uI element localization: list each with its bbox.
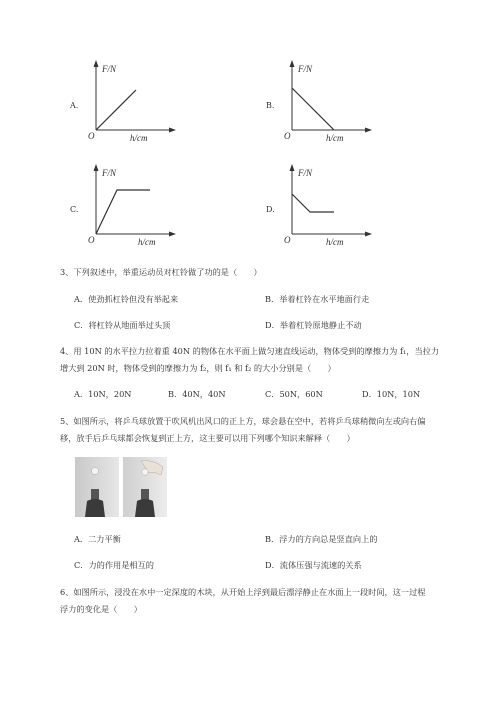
graph-b-ylabel: F/N — [298, 64, 313, 74]
q3-stem: 3、下列叙述中，举重运动员对杠铃做了功的是（ ） — [60, 267, 262, 277]
q3-option-c[interactable]: C．将杠铃从地面举过头顶 — [74, 320, 171, 330]
hairdryer-ball-icon — [75, 457, 119, 517]
graph-a — [60, 58, 180, 148]
q3-option-a[interactable]: A．使劲抓杠铃但没有举起来 — [74, 294, 179, 304]
graph-c-ylabel: F/N — [102, 168, 117, 178]
q5-option-d[interactable]: D．流体压强与流速的关系 — [265, 560, 362, 570]
graph-a-line — [96, 90, 136, 130]
q4-option-d[interactable]: D．10N，10N — [362, 389, 421, 399]
graph-a-ylabel: F/N — [102, 64, 117, 74]
hairdryer-photo-1 — [75, 457, 119, 517]
q3-option-b[interactable]: B．举着杠铃在水平地面行走 — [265, 294, 370, 304]
q5-option-b[interactable]: B．浮力的方向总是竖直向上的 — [265, 534, 378, 544]
graph-b-xlabel: h/cm — [326, 133, 344, 143]
q4-option-c[interactable]: C．50N，60N — [265, 389, 323, 399]
graph-c-origin: O — [88, 235, 95, 245]
graph-b-line — [292, 88, 334, 130]
graph-c-xlabel: h/cm — [138, 237, 156, 247]
graph-d-origin: O — [284, 235, 291, 245]
graph-c-line — [96, 190, 150, 234]
graph-b — [262, 58, 382, 148]
q5-line2: 移，放手后乒乓球都会恢复到正上方，这主要可以用下列哪个知识来解释（ ） — [60, 433, 355, 443]
hairdryer-photo-2 — [123, 457, 167, 517]
q4-option-b[interactable]: B．40N，40N — [168, 389, 226, 399]
q6-line2: 浮力的变化是（ ） — [60, 604, 142, 614]
graph-a-origin: O — [88, 131, 95, 141]
hand-ball-icon — [123, 457, 167, 517]
graph-d-ylabel: F/N — [298, 168, 313, 178]
q4-line2: 增大到 20N 时，物体受到的摩擦力为 f₂，则 f₁ 和 f₂ 的大小分别是（ ） — [60, 363, 336, 373]
graph-a-xlabel: h/cm — [130, 133, 148, 143]
graph-d-xlabel: h/cm — [326, 237, 344, 247]
q4-option-a[interactable]: A．10N，20N — [74, 389, 132, 399]
graph-b-label: B. — [266, 101, 275, 110]
graph-d — [262, 162, 382, 252]
q5-option-a[interactable]: A．二力平衡 — [74, 534, 121, 544]
q6-line1: 6、如图所示，浸没在水中一定深度的木块，从开始上浮到最后漂浮静止在水面上一段时间，这一过程 — [60, 587, 426, 597]
graph-a-label: A. — [70, 101, 79, 110]
q5-option-c[interactable]: C．力的作用是相互的 — [74, 560, 154, 570]
q5-line1: 5、如图所示，将乒乓球放置于吹风机出风口的正上方，球会悬在空中，若将乒乓球稍微向左或向右偏 — [60, 416, 426, 426]
q4-line1: 4、用 10N 的水平拉力拉着重 40N 的物体在水平面上做匀速直线运动，物体受到的摩擦力为 f₁，当拉力 — [60, 346, 440, 356]
graph-d-line — [292, 194, 334, 212]
graph-c — [60, 162, 180, 252]
q3-option-d[interactable]: D．举着杠铃原地静止不动 — [265, 320, 362, 330]
graph-d-label: D. — [266, 205, 275, 214]
graph-b-origin: O — [284, 131, 291, 141]
graph-c-label: C. — [70, 205, 79, 214]
